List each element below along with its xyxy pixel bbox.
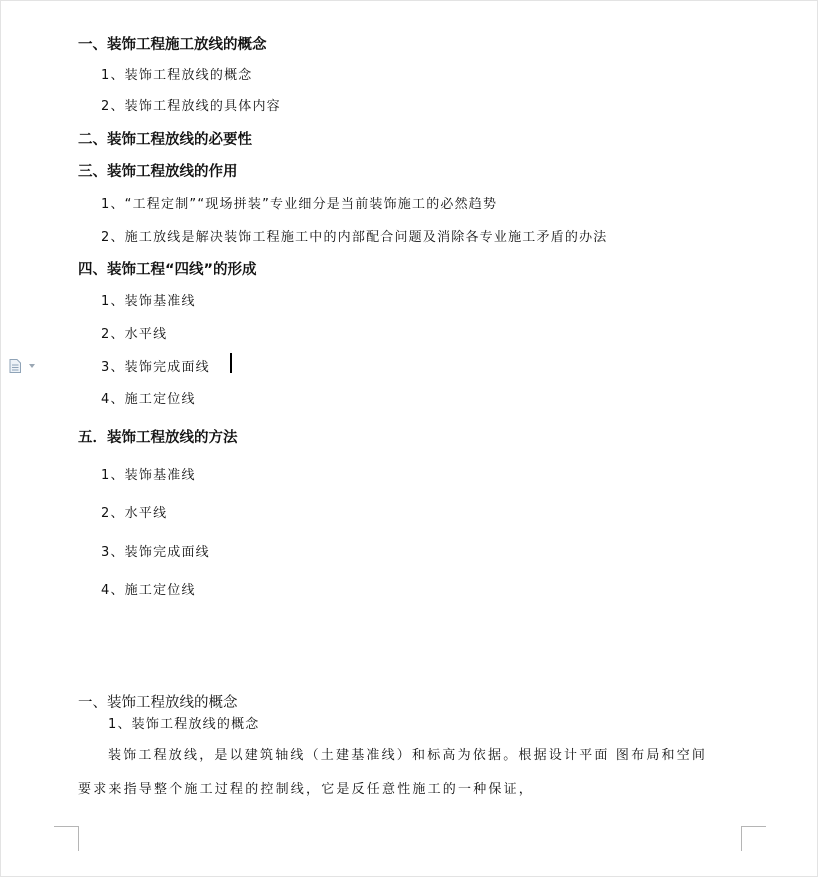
body-paragraph-line-1: 装饰工程放线，是以建筑轴线（土建基准线）和标高为依据。根据设计平面 图布局和空间 — [108, 748, 708, 763]
outline-item-4-1: 1、装饰基准线 — [101, 294, 196, 309]
outline-item-4-4: 4、施工定位线 — [101, 392, 196, 407]
document-icon[interactable] — [9, 359, 21, 373]
outline-item-3-1: 1、“工程定制”“现场拼装”专业细分是当前装饰施工的必然趋势 — [101, 197, 498, 212]
outline-item-1-2: 2、装饰工程放线的具体内容 — [101, 99, 281, 114]
body-heading: 一、装饰工程放线的概念 — [78, 695, 238, 711]
outline-item-3-2: 2、施工放线是解决装饰工程施工中的内部配合问题及消除各专业施工矛盾的办法 — [101, 230, 608, 245]
outline-item-5-3: 3、装饰完成面线 — [101, 545, 210, 560]
margin-corner-right — [741, 826, 766, 851]
outline-item-4-2: 2、水平线 — [101, 327, 168, 342]
dropdown-arrow-icon[interactable] — [29, 364, 35, 368]
outline-item-5-4: 4、施工定位线 — [101, 583, 196, 598]
text-cursor — [230, 353, 232, 373]
outline-heading-4: 四、装饰工程“四线”的形成 — [78, 262, 257, 278]
outline-item-5-1: 1、装饰基准线 — [101, 468, 196, 483]
outline-heading-3: 三、装饰工程放线的作用 — [78, 164, 238, 180]
margin-corner-left — [54, 826, 79, 851]
outline-heading-5: 五．装饰工程放线的方法 — [78, 430, 238, 446]
outline-heading-2: 二、装饰工程放线的必要性 — [78, 132, 252, 148]
outline-item-5-2: 2、水平线 — [101, 506, 168, 521]
body-paragraph-line-2: 要求来指导整个施工过程的控制线，它是反任意性施工的一种保证， — [78, 782, 535, 797]
body-subheading: 1、装饰工程放线的概念 — [108, 717, 260, 732]
outline-heading-1: 一、装饰工程施工放线的概念 — [78, 37, 267, 53]
outline-item-1-1: 1、装饰工程放线的概念 — [101, 68, 253, 83]
outline-item-4-3: 3、装饰完成面线 — [101, 360, 210, 375]
